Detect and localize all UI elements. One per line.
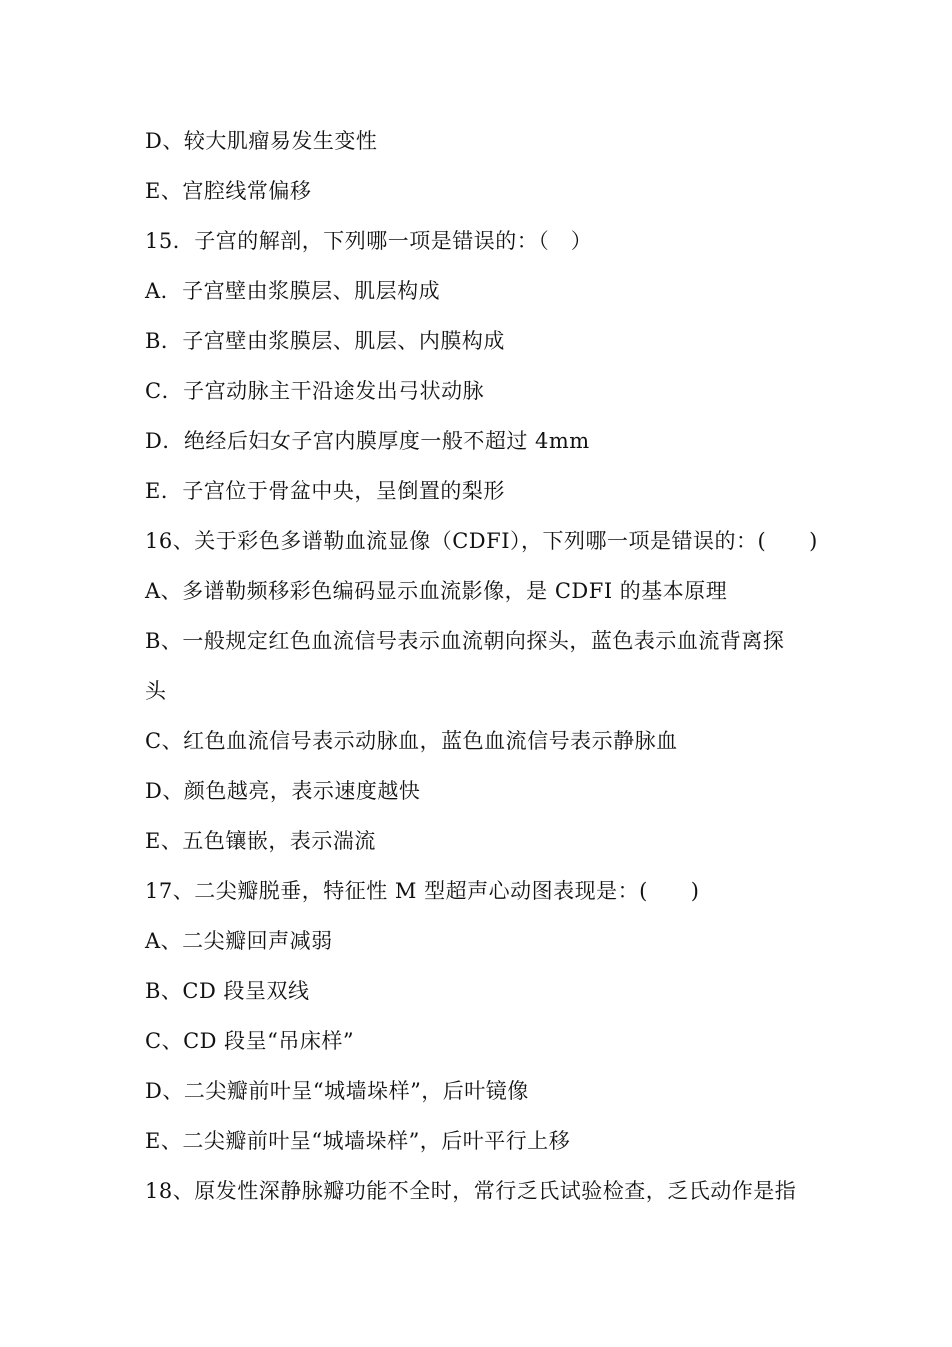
question-16-option-c: C、红色血流信号表示动脉血，蓝色血流信号表示静脉血 bbox=[145, 729, 678, 753]
question-17-option-c: C、CD 段呈“吊床样” bbox=[145, 1029, 355, 1053]
question-17-option-b: B、CD 段呈双线 bbox=[145, 979, 310, 1003]
question-17-option-e: E、二尖瓣前叶呈“城墙垛样”，后叶平行上移 bbox=[145, 1129, 571, 1153]
question-15-option-b: B．子宫壁由浆膜层、肌层、内膜构成 bbox=[145, 329, 505, 353]
question-15-option-d: D．绝经后妇女子宫内膜厚度一般不超过 4mm bbox=[145, 429, 590, 453]
question-15-option-c: C．子宫动脉主干沿途发出弓状动脉 bbox=[145, 379, 485, 403]
text-line: E、宫腔线常偏移 bbox=[145, 179, 312, 203]
question-16-option-e: E、五色镶嵌，表示湍流 bbox=[145, 829, 376, 853]
question-17-option-d: D、二尖瓣前叶呈“城墙垛样”，后叶镜像 bbox=[145, 1079, 529, 1103]
question-15-stem: 15．子宫的解剖，下列哪一项是错误的：（ ） bbox=[145, 229, 593, 253]
question-15-option-e: E．子宫位于骨盆中央，呈倒置的梨形 bbox=[145, 479, 505, 503]
question-text-block bbox=[145, 122, 835, 1222]
question-17-stem: 17、二尖瓣脱垂，特征性 M 型超声心动图表现是：( ) bbox=[145, 879, 700, 903]
question-16-stem: 16、关于彩色多谱勒血流显像（CDFI），下列哪一项是错误的：( ) bbox=[145, 529, 818, 553]
question-16-option-a: A、多谱勒频移彩色编码显示血流影像，是 CDFI 的基本原理 bbox=[145, 579, 728, 603]
question-17-option-a: A、二尖瓣回声减弱 bbox=[145, 929, 333, 953]
question-18-stem: 18、原发性深静脉瓣功能不全时，常行乏氏试验检查，乏氏动作是指 bbox=[145, 1179, 797, 1203]
text-line: D、较大肌瘤易发生变性 bbox=[145, 129, 378, 153]
question-16-option-b-continued: 头 bbox=[145, 679, 167, 703]
question-16-option-d: D、颜色越亮，表示速度越快 bbox=[145, 779, 421, 803]
question-15-option-a: A．子宫壁由浆膜层、肌层构成 bbox=[145, 279, 441, 303]
question-16-option-b: B、一般规定红色血流信号表示血流朝向探头，蓝色表示血流背离探 bbox=[145, 629, 785, 653]
